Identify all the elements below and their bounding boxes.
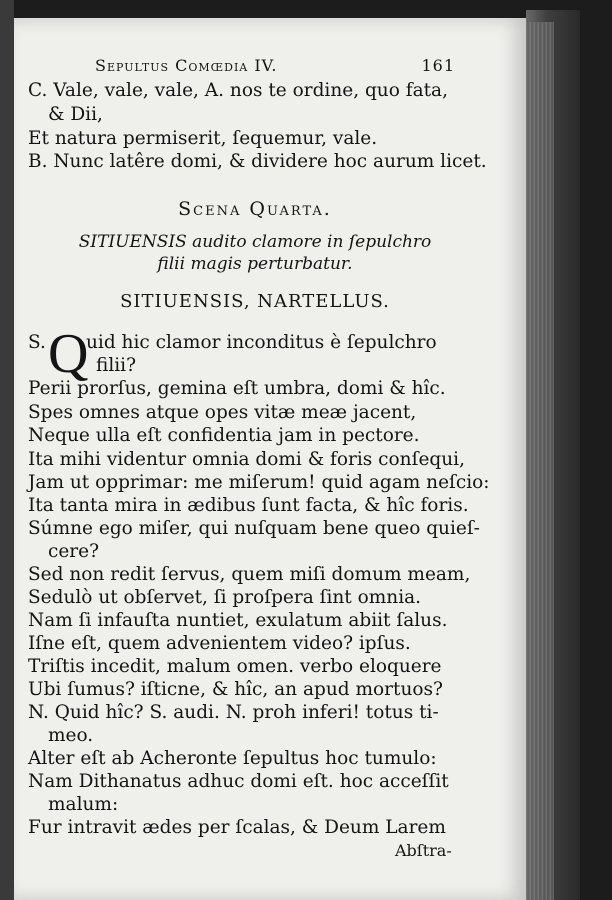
text-line: cere?	[48, 541, 100, 562]
text-line: Sedulò ut obſervet, ſi proſpera ſint omnia.	[28, 587, 422, 608]
text-line: Ubi ſumus? iſticne, & hîc, an apud mortuos?	[28, 679, 443, 700]
text-line: B. Nunc latêre domi, & dividere hoc aurum licet.	[28, 151, 487, 172]
text-line: Súmne ego miſer, qui nuſquam bene queo quieſ-	[28, 518, 480, 539]
text-line: Sed non redit ſervus, quem miſi domum meam,	[28, 564, 471, 585]
text-line: Ita tanta mira in ædibus ſunt facta, & hîc foris.	[28, 495, 469, 516]
text-line: filii?	[96, 355, 137, 376]
text-line: N. Quid hîc? S. audi. N. proh inferi! totus ti-	[28, 702, 439, 723]
text-line: Triſtis incedit, malum omen. verbo eloquere	[28, 656, 442, 677]
text-line: C. Vale, vale, vale, A. nos te ordine, quo fata,	[28, 80, 448, 101]
dramatis-personae: SITIUENSIS, NARTELLUS.	[120, 291, 390, 312]
text-line: Spes omnes atque opes vitæ meæ jacent,	[28, 402, 417, 423]
catchword: Abſtra-	[395, 841, 452, 860]
speaker-label: S.	[28, 332, 46, 353]
text-line: & Dii,	[48, 104, 103, 125]
running-head-title: Sepultus Comœdia IV.	[95, 56, 278, 75]
page-stack	[526, 22, 554, 900]
text-line: Alter eſt ab Acheronte ſepultus hoc tumulo:	[28, 748, 437, 769]
text-line: meo.	[48, 725, 94, 746]
text-line: Ita mihi videntur omnia domi & foris conſequi,	[28, 449, 465, 470]
drop-cap: Q	[48, 323, 89, 385]
scene-argument-line-2: filii magis perturbatur.	[157, 254, 353, 274]
text-line: Neque ulla eſt confidentia jam in pectore.	[28, 425, 420, 446]
text-line: Et natura permiserit, ſequemur, vale.	[28, 128, 378, 149]
scene-argument-line-1: SITIUENSIS audito clamore in ſepulchro	[78, 232, 432, 252]
text-line: Jam ut opprimar: me miſerum! quid agam neſcio:	[28, 472, 490, 493]
text-line: Perii prorſus, gemina eſt umbra, domi & hîc.	[28, 378, 446, 399]
running-head	[95, 56, 455, 75]
page-number: 161	[421, 56, 455, 75]
book-gutter	[0, 0, 14, 900]
text-line: Nam Dithanatus adhuc domi eſt. hoc acceſſit	[28, 771, 449, 792]
text-line: uid hic clamor inconditus è ſepulchro	[86, 332, 437, 353]
text-line: malum:	[48, 794, 119, 815]
text-line: Nam ſi infauſta nuntiet, exulatum abiit ſalus.	[28, 610, 448, 631]
text-line: Fur intravit ædes per ſcalas, & Deum Larem	[28, 817, 446, 838]
text-line: Iſne eſt, quem advenientem video? ipſus.	[28, 633, 411, 654]
scene-title: Scena Quarta.	[178, 198, 332, 220]
